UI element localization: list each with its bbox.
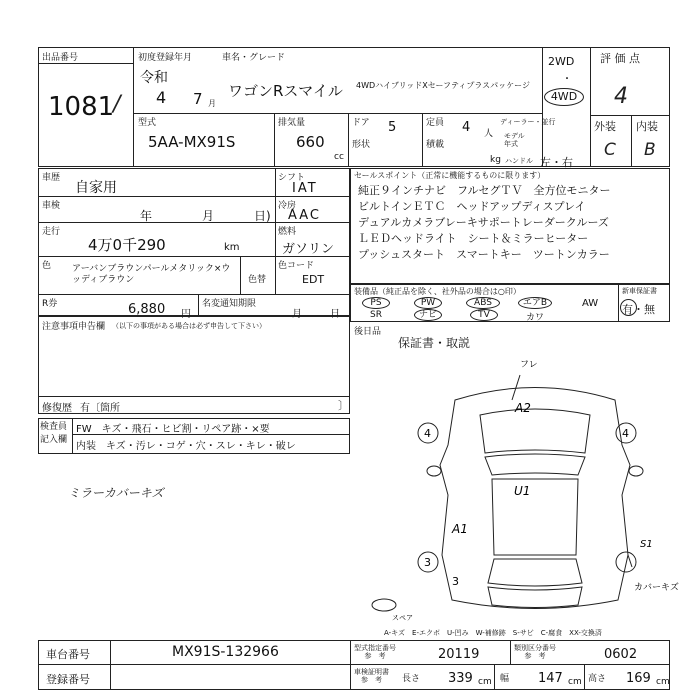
diagram-label: 4 <box>424 427 431 440</box>
doors-label: ドア <box>352 118 370 128</box>
after-value: 保証書・取説 <box>398 336 471 350</box>
mileage-label: 走行 <box>42 227 61 237</box>
diagram-label: スペア <box>392 614 413 622</box>
doors: 5 <box>388 120 397 135</box>
car-trunk <box>488 587 582 608</box>
cover-mark-line <box>628 555 632 567</box>
displacement: 660 <box>296 133 325 151</box>
history-label: 車歴 <box>42 173 61 183</box>
length-label: 長さ <box>402 674 421 684</box>
fuel-label: 燃料 <box>278 227 297 237</box>
capacity: 4 <box>462 120 471 135</box>
interior-label: 内装 <box>636 120 658 133</box>
era: 令和 <box>140 70 168 86</box>
shape-label: 形状 <box>352 140 371 150</box>
width-label: 幅 <box>500 674 510 684</box>
interior-grade: B <box>644 140 656 160</box>
sales-lines <box>358 183 611 263</box>
grade: 4WDハイブリッドXセーフティプラスパッケージ <box>356 81 530 90</box>
recycle-value: 6,880 <box>128 302 166 317</box>
color-code: EDT <box>302 273 325 286</box>
car-windshield <box>485 454 585 475</box>
length-cm: cm <box>478 677 492 687</box>
ac-label: 冷房 <box>278 201 297 211</box>
type-number: 20119 <box>438 647 480 662</box>
score-label: 評 価 点 <box>600 52 640 65</box>
person-unit: 人 <box>484 129 494 139</box>
handwritten-note: ミラーカバーキズ <box>68 486 164 500</box>
cc: cc <box>334 152 344 162</box>
diagram-label: U1 <box>514 484 531 498</box>
diagram-label: S1 <box>640 539 653 550</box>
model-year-label: モデル 年式 <box>504 132 525 148</box>
caution-note: （以下の事項がある場合は必ず申告して下さい） <box>112 322 266 330</box>
inspector-label: 検査員 記入欄 <box>40 422 68 445</box>
interior-row: 内装 キズ・汚レ・コゲ・穴・スレ・キレ・破レ <box>76 441 296 452</box>
shift-label: シフト <box>278 173 306 183</box>
model-label: 型式 <box>138 118 157 128</box>
fuel-value: ガソリン <box>282 242 335 257</box>
reg-year-label: 初度登録年月 <box>138 53 193 63</box>
handle-label: ハンドル <box>505 157 533 165</box>
lot-number: 1081 <box>48 92 115 122</box>
diagram-label: A2 <box>515 401 531 415</box>
height: 169 <box>626 671 651 686</box>
exterior-grade: C <box>604 140 616 160</box>
lot-mark: / <box>113 92 121 117</box>
dims-label: 車検証明書 参 考 <box>354 668 389 684</box>
notice-label: 名変通知期限 <box>202 299 257 309</box>
car-hood <box>480 409 590 453</box>
mileage: 4万0千290 <box>88 236 166 254</box>
repair-bracket: 〕 <box>338 399 349 412</box>
diagram-label: A1 <box>452 522 468 536</box>
notice-day: 日 <box>330 309 340 320</box>
diagram-label: カバーキズ <box>634 583 679 593</box>
sales-label: セールスポイント（正常に機能するものに限ります） <box>354 171 546 180</box>
equip-abs: ABS <box>466 297 500 309</box>
dealer-label: ディーラー・並行 <box>500 118 556 126</box>
equip-sr: SR <box>370 310 382 320</box>
equip-ps: PS <box>362 297 390 309</box>
sales-line: プッシュスタート スマートキー ツートンカラー <box>358 248 610 261</box>
mirror-left <box>427 466 441 476</box>
after-label: 後日品 <box>354 327 382 337</box>
sales-line: ＬＥＤヘッドライト シート＆ミラーヒーター <box>358 232 589 245</box>
reg-month: 7 <box>193 90 203 108</box>
car-name: ワゴンRスマイル <box>228 82 343 100</box>
width-cm: cm <box>568 677 582 687</box>
drive-4wd: 4WD <box>544 88 584 106</box>
length: 339 <box>448 671 473 686</box>
displacement-label: 排気量 <box>278 118 306 128</box>
repair-label: 修復歴 <box>42 403 72 414</box>
chassis-label: 車台番号 <box>46 648 90 661</box>
km: km <box>224 242 240 253</box>
chassis-number: MX91S-132966 <box>172 644 279 660</box>
model: 5AA-MX91S <box>148 133 236 151</box>
load-label: 積載 <box>426 140 445 150</box>
inspection-day-unit: 日) <box>254 209 271 223</box>
class-number: 0602 <box>604 647 638 662</box>
drive-dot: ・ <box>562 74 572 85</box>
car-diagram <box>392 355 679 625</box>
new-warranty-label: 新車保証書 <box>622 287 657 295</box>
equip-pw: PW <box>414 297 442 309</box>
month-unit: 月 <box>208 99 216 108</box>
exterior-label: 外装 <box>594 120 616 133</box>
equip-navi: ナビ <box>414 309 442 321</box>
capacity-label: 定員 <box>426 118 445 128</box>
equip-airbag: エアB <box>518 297 552 309</box>
color-code-label: 色コード <box>278 261 315 271</box>
sales-line: デュアルカメラブレーキサポートレーダークルーズ <box>358 216 609 229</box>
ac-value: AAC <box>288 208 321 223</box>
color-change-label: 色替 <box>248 275 267 285</box>
equipment-label: 装備品（純正品を除く、社外品の場合は○印） <box>354 287 521 296</box>
drive-2wd: 2WD <box>548 55 575 68</box>
color-label: 色 <box>42 261 52 271</box>
equip-aw: AW <box>582 298 599 309</box>
caution-label: 注意事項申告欄 <box>42 322 106 332</box>
warranty-circle <box>620 299 637 316</box>
diagram-label: 3 <box>452 575 459 588</box>
inspection-label: 車検 <box>42 201 61 211</box>
inspection-year-unit: 年 <box>140 209 153 223</box>
equip-tv: TV <box>470 309 498 321</box>
shift-value: IAT <box>292 181 318 196</box>
reg-year: 4 <box>156 88 167 107</box>
reg-label: 登録番号 <box>46 673 90 686</box>
spare-mark <box>372 599 396 611</box>
equip-leather: カワ <box>526 313 545 323</box>
car-roof <box>492 479 578 555</box>
score: 4 <box>614 84 628 109</box>
class-label: 類別区分番号 参 考 <box>514 644 556 660</box>
width: 147 <box>538 671 563 686</box>
handle: 左・右 <box>540 156 573 169</box>
inspection-month-unit: 月 <box>202 209 215 223</box>
type-label: 型式指定番号 参 考 <box>354 644 396 660</box>
sales-line: ビルトインＥＴＣ ヘッドアップディスプレイ <box>358 200 586 213</box>
recycle-label: R券 <box>42 299 58 309</box>
history-value: 自家用 <box>75 180 117 196</box>
diagram-legend: A-キズ E-エクボ U-凹み W-補修跡 S-サビ C-腐食 XX-交換済 <box>384 629 602 637</box>
notice-month: 月 <box>292 309 302 320</box>
diagram-label: フレ <box>520 360 538 370</box>
yen: 円 <box>181 309 191 320</box>
color-value: アーバンブラウンパールメタリック×ウッディブラウン <box>72 264 231 285</box>
mirror-right <box>629 466 643 476</box>
repair-value: 有〔箇所 <box>80 403 120 414</box>
kg: kg <box>490 155 501 165</box>
diagram-label: 4 <box>622 427 629 440</box>
new-warranty: 有・無 <box>622 303 655 316</box>
car-rear-window <box>488 559 582 586</box>
car-name-label: 車名・グレード <box>222 53 286 63</box>
diagram-label: 3 <box>424 556 431 569</box>
frame-mark-line <box>512 375 520 400</box>
lot-label: 出品番号 <box>42 53 79 63</box>
height-label: 高さ <box>588 674 607 684</box>
height-cm: cm <box>656 677 670 687</box>
fw-row: FW キズ・飛石・ヒビ割・リペア跡・×要 <box>76 424 270 435</box>
sales-line: 純正９インチナビ フルセグＴＶ 全方位モニター <box>358 184 611 197</box>
car-body-outline <box>440 388 630 609</box>
